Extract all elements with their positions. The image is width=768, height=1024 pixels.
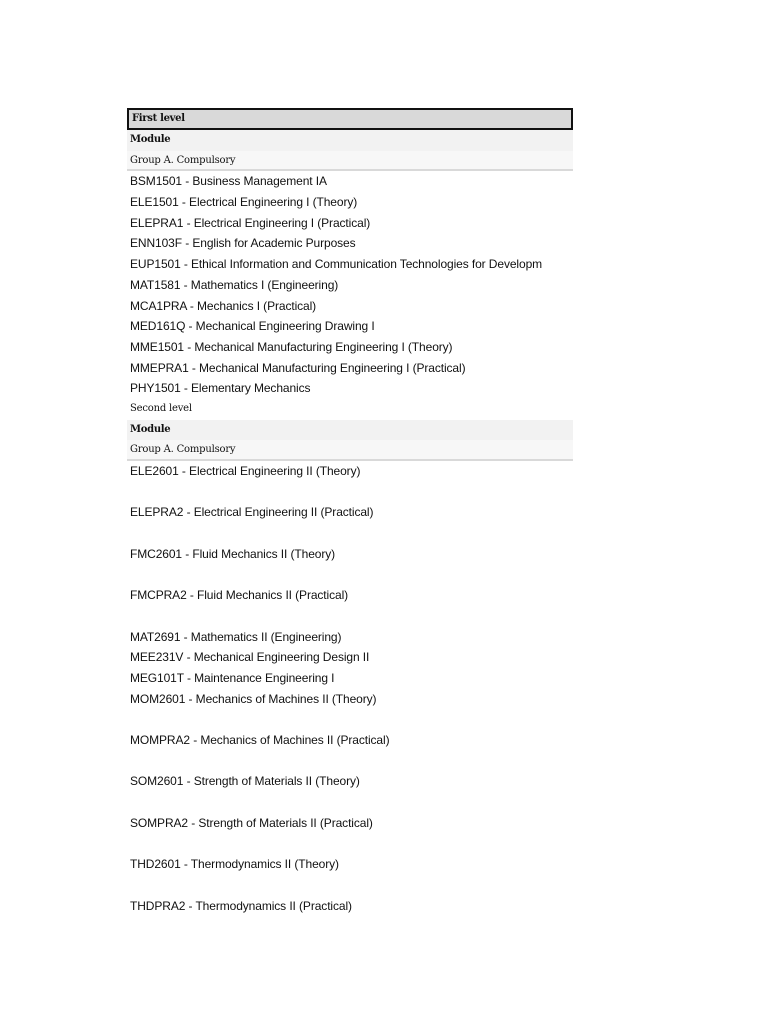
module-row: ENN103F - English for Academic Purposes xyxy=(130,236,356,251)
module-row: MOMPRA2 - Mechanics of Machines II (Practical) xyxy=(130,733,390,748)
module-row: MED161Q - Mechanical Engineering Drawing I xyxy=(130,319,375,334)
module-row: THDPRA2 - Thermodynamics II (Practical) xyxy=(130,898,352,913)
first-level-group-label: Group A. Compulsory xyxy=(127,151,573,172)
module-row: ELEPRA2 - Electrical Engineering II (Practical) xyxy=(130,505,374,520)
module-row: MAT2691 - Mathematics II (Engineering) xyxy=(130,629,342,644)
module-list-sheet xyxy=(127,108,573,916)
module-row: MAT1581 - Mathematics I (Engineering) xyxy=(130,277,339,292)
first-level-header[interactable]: First level xyxy=(127,108,573,130)
second-level-header: Second level xyxy=(127,399,573,420)
module-row: SOMPRA2 - Strength of Materials II (Practical) xyxy=(130,815,373,830)
module-row: MEG101T - Maintenance Engineering I xyxy=(130,670,335,685)
module-row: ELE2601 - Electrical Engineering II (Theory) xyxy=(130,464,361,478)
module-row: ELEPRA1 - Electrical Engineering I (Practical) xyxy=(130,215,371,230)
module-row: FMCPRA2 - Fluid Mechanics II (Practical) xyxy=(130,588,349,603)
module-row: MME1501 - Mechanical Manufacturing Engineering I (Theory) xyxy=(130,339,453,354)
module-row: MCA1PRA - Mechanics I (Practical) xyxy=(130,298,317,313)
module-row: FMC2601 - Fluid Mechanics II (Theory) xyxy=(130,546,336,561)
first-level-module-header: Module xyxy=(127,130,573,151)
second-level-module-header: Module xyxy=(127,420,573,441)
module-row: MOM2601 - Mechanics of Machines II (Theory) xyxy=(130,691,377,706)
module-row: BSM1501 - Business Management IA xyxy=(130,174,327,189)
module-row: EUP1501 - Ethical Information and Communication Technologies for Developm xyxy=(130,257,543,272)
module-row: MMEPRA1 - Mechanical Manufacturing Engineering I (Practical) xyxy=(130,360,466,375)
module-row: PHY1501 - Elementary Mechanics xyxy=(130,381,311,396)
second-level-group-label: Group A. Compulsory xyxy=(127,440,573,461)
module-row: MEE231V - Mechanical Engineering Design II xyxy=(130,650,370,665)
module-row: ELE1501 - Electrical Engineering I (Theory) xyxy=(130,195,358,210)
module-row: SOM2601 - Strength of Materials II (Theory) xyxy=(130,774,360,789)
module-row: THD2601 - Thermodynamics II (Theory) xyxy=(130,857,339,872)
